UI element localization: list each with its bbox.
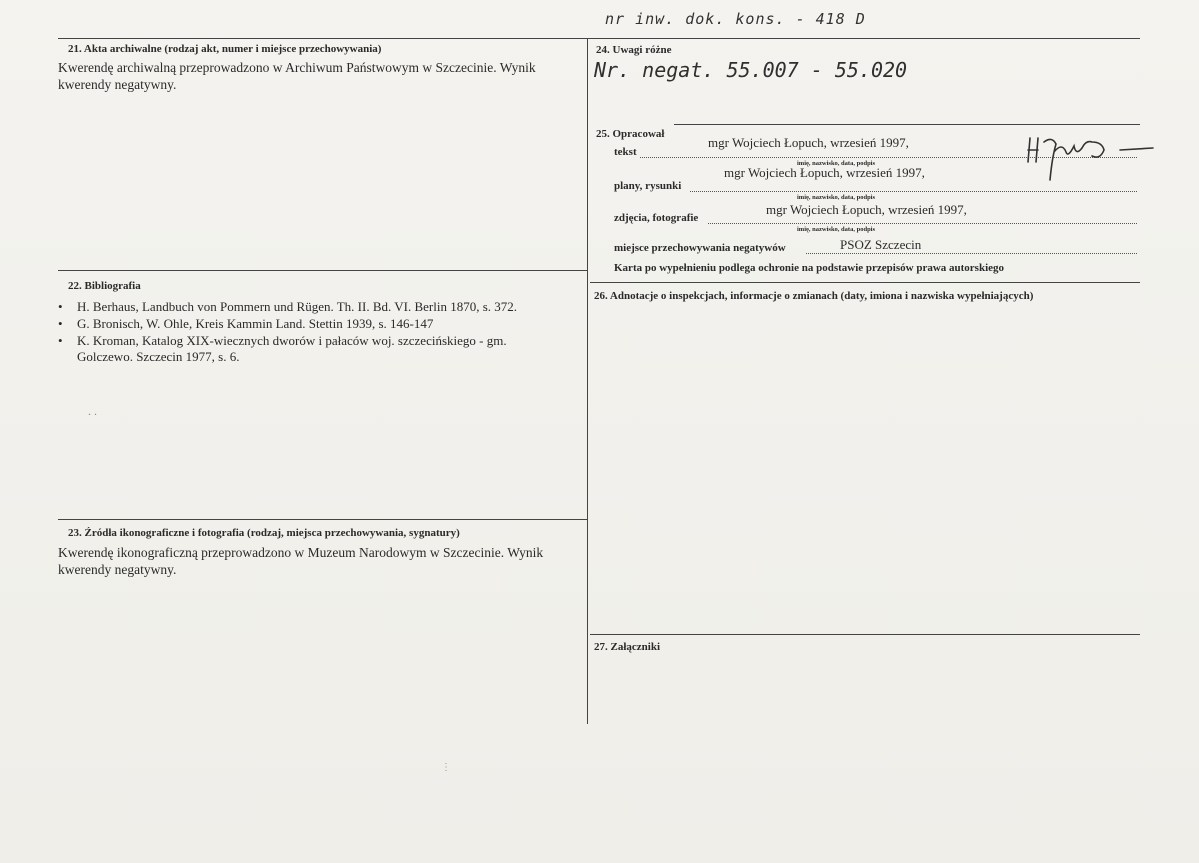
s23-heading: 23. Źródła ikonograficzne i fotografia (rodzaj, miejsca przechowywania, sygnatury): [68, 527, 460, 539]
plany-label: plany, rysunki: [614, 180, 682, 192]
inventory-note: nr inw. dok. kons. - 418 D: [605, 10, 866, 28]
signature: [1022, 128, 1157, 186]
tekst-value: mgr Wojciech Łopuch, wrzesień 1997,: [708, 135, 909, 150]
s23-line2: kwerendy negatywny.: [58, 562, 177, 577]
plany-dotline: [690, 191, 1137, 192]
caption-1: imię, nazwisko, data, podpis: [797, 160, 876, 167]
rule-24-25: [674, 124, 1140, 125]
s26-heading: 26. Adnotacje o inspekcjach, informacje o zmianach (daty, imiona i nazwiska wypełniających): [594, 290, 1034, 302]
plany-value: mgr Wojciech Łopuch, wrzesień 1997,: [724, 165, 925, 180]
rule-25-26: [590, 282, 1140, 283]
s21-line1: Kwerendę archiwalną przeprowadzono w Archiwum Państwowym w Szczecinie. Wynik: [58, 60, 536, 75]
rule-26-27: [590, 634, 1140, 635]
miejsce-value: PSOZ Szczecin: [840, 237, 922, 252]
s27-heading: 27. Załączniki: [594, 641, 661, 653]
s24-heading: 24. Uwagi różne: [596, 44, 672, 56]
zdjecia-dotline: [708, 223, 1137, 224]
speck-mark: ⋮: [441, 762, 451, 773]
zdjecia-value: mgr Wojciech Łopuch, wrzesień 1997,: [766, 202, 967, 217]
s21-heading: 21. Akta archiwalne (rodzaj akt, numer i miejsce przechowywania): [68, 43, 382, 55]
caption-2: imię, nazwisko, data, podpis: [797, 194, 876, 201]
rule-22-23: [58, 519, 587, 520]
negative-numbers: Nr. negat. 55.007 - 55.020: [594, 58, 908, 82]
s25-heading: 25. Opracował: [596, 128, 665, 140]
s21-line2: kwerendy negatywny.: [58, 77, 177, 92]
top-rule: [58, 38, 1140, 39]
s22-heading: 22. Bibliografia: [68, 280, 141, 292]
zdjecia-label: zdjęcia, fotografie: [614, 212, 699, 224]
s23-line1: Kwerendę ikonograficzną przeprowadzono w Muzeum Narodowym w Szczecinie. Wynik: [58, 545, 544, 560]
caption-3: imię, nazwisko, data, podpis: [797, 226, 876, 233]
bibliography-item: • K. Kroman, Katalog XIX-wiecznych dworów i pałaców woj. szczecińskiego - gm.: [58, 332, 517, 349]
karta-note: Karta po wypełnieniu podlega ochronie na podstawie przepisów prawa autorskiego: [614, 262, 1005, 274]
speck-mark: . .: [88, 404, 97, 418]
tekst-label: tekst: [614, 146, 637, 158]
bibliography-item-continuation: Golczewo. Szczecin 1977, s. 6.: [77, 349, 240, 364]
bibliography-list: [58, 298, 517, 349]
column-divider: [587, 38, 588, 724]
rule-21-22: [58, 270, 587, 271]
miejsce-label: miejsce przechowywania negatywów: [614, 242, 786, 254]
miejsce-dotline: [806, 253, 1137, 254]
bibliography-item: • H. Berhaus, Landbuch von Pommern und Rügen. Th. II. Bd. VI. Berlin 1870, s. 372.: [58, 298, 517, 315]
bibliography-item: • G. Bronisch, W. Ohle, Kreis Kammin Land. Stettin 1939, s. 146-147: [58, 315, 517, 332]
